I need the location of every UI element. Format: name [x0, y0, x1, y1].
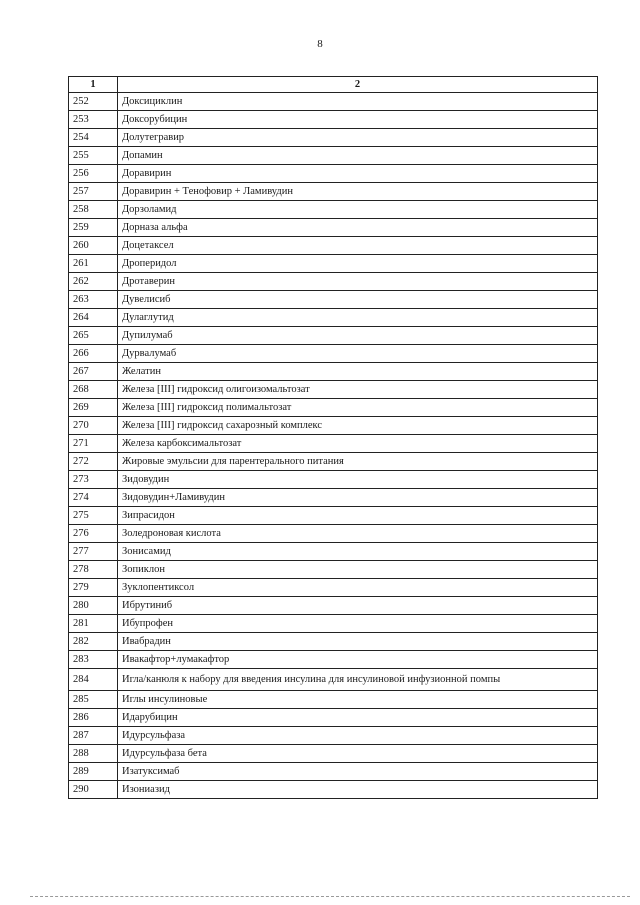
row-number: 288 [69, 745, 118, 763]
drug-name: Дувелисиб [118, 291, 598, 309]
table-row [69, 727, 598, 745]
drug-name: Допамин [118, 147, 598, 165]
drug-name: Зидовудин [118, 471, 598, 489]
table-row [69, 615, 598, 633]
table-row [69, 237, 598, 255]
row-number: 274 [69, 489, 118, 507]
drug-name: Дорназа альфа [118, 219, 598, 237]
row-number: 287 [69, 727, 118, 745]
table-row [69, 561, 598, 579]
drug-name: Зидовудин+Ламивудин [118, 489, 598, 507]
table-row [69, 147, 598, 165]
row-number: 256 [69, 165, 118, 183]
drug-name: Доксициклин [118, 93, 598, 111]
table-row [69, 781, 598, 799]
drug-name: Зуклопентиксол [118, 579, 598, 597]
table-row [69, 129, 598, 147]
row-number: 270 [69, 417, 118, 435]
table-row [69, 525, 598, 543]
row-number: 286 [69, 709, 118, 727]
table-row [69, 471, 598, 489]
row-number: 275 [69, 507, 118, 525]
row-number: 260 [69, 237, 118, 255]
table-row [69, 255, 598, 273]
drug-name: Иглы инсулиновые [118, 691, 598, 709]
row-number: 283 [69, 651, 118, 669]
drug-name: Дулаглутид [118, 309, 598, 327]
table-body [69, 93, 598, 799]
drug-name: Доксорубицин [118, 111, 598, 129]
row-number: 255 [69, 147, 118, 165]
drug-name: Жировые эмульсии для парентерального питания [118, 453, 598, 471]
table-row [69, 291, 598, 309]
row-number: 281 [69, 615, 118, 633]
drug-name: Идурсульфаза [118, 727, 598, 745]
table-row [69, 165, 598, 183]
table-row [69, 633, 598, 651]
table-row [69, 219, 598, 237]
row-number: 272 [69, 453, 118, 471]
drug-name: Доравирин [118, 165, 598, 183]
row-number: 279 [69, 579, 118, 597]
drug-name: Зопиклон [118, 561, 598, 579]
row-number: 290 [69, 781, 118, 799]
table-header-row [69, 77, 598, 93]
table-row [69, 381, 598, 399]
drug-name: Игла/канюля к набору для введения инсулина для инсулиновой инфузионной помпы [118, 669, 598, 691]
table-row [69, 111, 598, 129]
drug-name: Ибупрофен [118, 615, 598, 633]
table-row [69, 93, 598, 111]
drug-name: Доравирин + Тенофовир + Ламивудин [118, 183, 598, 201]
row-number: 264 [69, 309, 118, 327]
page-number: 8 [317, 38, 323, 50]
drug-name: Дупилумаб [118, 327, 598, 345]
drug-name: Долутегравир [118, 129, 598, 147]
table-row [69, 709, 598, 727]
column-header-name: 2 [118, 77, 598, 93]
drug-name: Идарубицин [118, 709, 598, 727]
drug-name: Железа [III] гидроксид олигоизомальтозат [118, 381, 598, 399]
drug-name: Дорзоламид [118, 201, 598, 219]
drug-name: Идурсульфаза бета [118, 745, 598, 763]
drug-name: Ивакафтор+лумакафтор [118, 651, 598, 669]
row-number: 273 [69, 471, 118, 489]
table-row [69, 543, 598, 561]
table-row [69, 327, 598, 345]
drug-name: Ивабрадин [118, 633, 598, 651]
row-number: 267 [69, 363, 118, 381]
row-number: 278 [69, 561, 118, 579]
table-row [69, 201, 598, 219]
row-number: 271 [69, 435, 118, 453]
column-header-number: 1 [69, 77, 118, 93]
drug-name: Дурвалумаб [118, 345, 598, 363]
table-row [69, 507, 598, 525]
drug-name: Зипрасидон [118, 507, 598, 525]
table-row [69, 691, 598, 709]
table-row [69, 489, 598, 507]
drug-name: Доцетаксел [118, 237, 598, 255]
row-number: 252 [69, 93, 118, 111]
row-number: 261 [69, 255, 118, 273]
drug-name: Изатуксимаб [118, 763, 598, 781]
row-number: 259 [69, 219, 118, 237]
row-number: 289 [69, 763, 118, 781]
row-number: 284 [69, 669, 118, 691]
table-row [69, 579, 598, 597]
bottom-rule [30, 896, 630, 897]
row-number: 263 [69, 291, 118, 309]
drug-name: Зонисамид [118, 543, 598, 561]
drug-name: Ибрутиниб [118, 597, 598, 615]
drug-name: Железа [III] гидроксид сахарозный комплекс [118, 417, 598, 435]
table-row [69, 399, 598, 417]
drug-name: Дроперидол [118, 255, 598, 273]
table-row [69, 183, 598, 201]
table-row [69, 453, 598, 471]
table-row [69, 345, 598, 363]
row-number: 265 [69, 327, 118, 345]
row-number: 257 [69, 183, 118, 201]
table-row [69, 363, 598, 381]
drug-table [68, 76, 598, 799]
row-number: 254 [69, 129, 118, 147]
row-number: 276 [69, 525, 118, 543]
row-number: 285 [69, 691, 118, 709]
drug-name: Желатин [118, 363, 598, 381]
drug-name: Золедроновая кислота [118, 525, 598, 543]
table-row [69, 273, 598, 291]
row-number: 280 [69, 597, 118, 615]
row-number: 253 [69, 111, 118, 129]
table-row [69, 597, 598, 615]
table-row [69, 745, 598, 763]
table-row [69, 763, 598, 781]
drug-name: Изониазид [118, 781, 598, 799]
table-row [69, 435, 598, 453]
drug-name: Железа [III] гидроксид полимальтозат [118, 399, 598, 417]
row-number: 277 [69, 543, 118, 561]
table-row [69, 309, 598, 327]
table-row [69, 651, 598, 669]
table-row [69, 669, 598, 691]
row-number: 262 [69, 273, 118, 291]
row-number: 258 [69, 201, 118, 219]
table-row [69, 417, 598, 435]
row-number: 269 [69, 399, 118, 417]
row-number: 268 [69, 381, 118, 399]
drug-name: Железа карбоксимальтозат [118, 435, 598, 453]
row-number: 282 [69, 633, 118, 651]
row-number: 266 [69, 345, 118, 363]
drug-name: Дротаверин [118, 273, 598, 291]
